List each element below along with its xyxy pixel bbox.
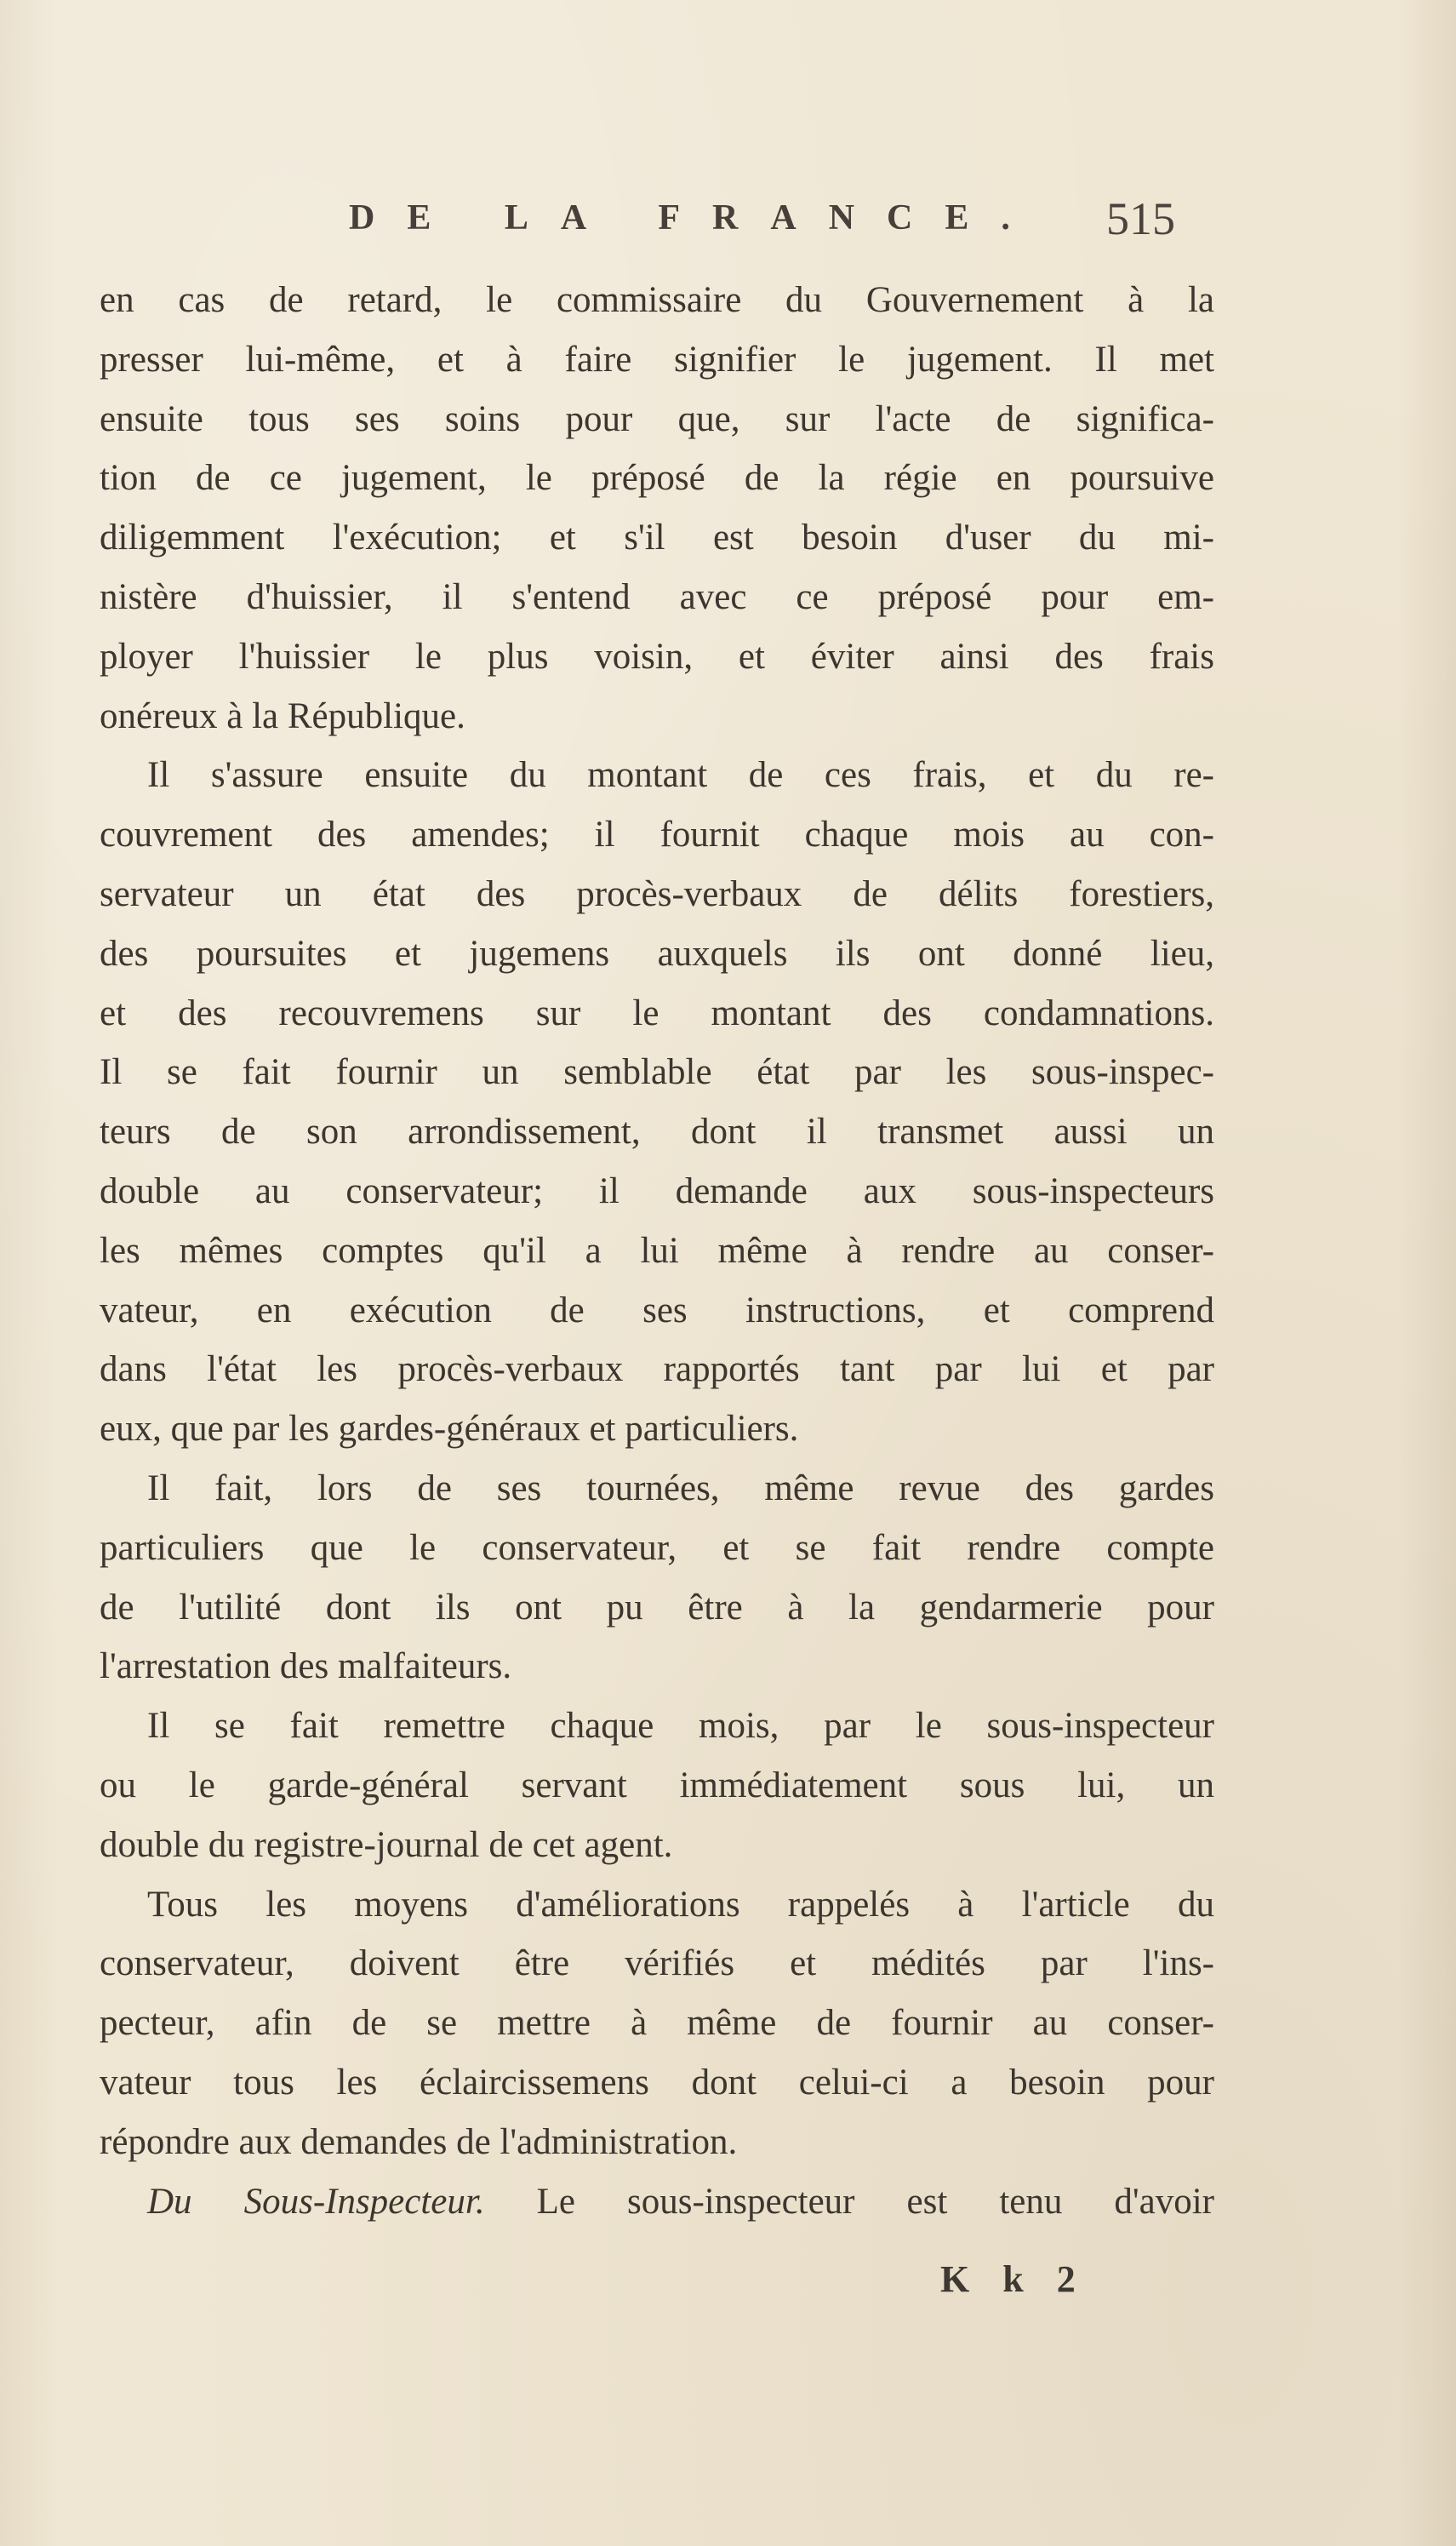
- text-line: les mêmes comptes qu'il a lui même à rendre au conser-: [100, 1230, 1214, 1271]
- text-line: diligemment l'exécution; et s'il est besoin d'user du mi-: [100, 518, 1214, 558]
- text-line: couvrement des amendes; il fournit chaque mois au con-: [100, 815, 1214, 855]
- text-line: en cas de retard, le commissaire du Gouvernement à la: [100, 280, 1214, 320]
- text-line: Il se fait fournir un semblable état par les sous-inspec-: [100, 1052, 1214, 1093]
- text-line: vateur tous les éclaircissemens dont celui-ci a besoin pour: [100, 2062, 1214, 2103]
- text-line: ensuite tous ses soins pour que, sur l'acte de significa-: [100, 398, 1214, 439]
- signature-mark: K k 2: [940, 2258, 1088, 2300]
- text-line: pecteur, afin de se mettre à même de fournir au conser-: [100, 2003, 1214, 2044]
- text-line: conservateur, doivent être vérifiés et médités par l'ins-: [100, 1943, 1214, 1984]
- text-line: servateur un état des procès-verbaux de délits forestiers,: [100, 873, 1214, 914]
- text-line: teurs de son arrondissement, dont il transmet aussi un: [100, 1112, 1214, 1153]
- text-line: des poursuites et jugemens auxquels ils ont donné lieu,: [100, 933, 1214, 974]
- text-line: nistère d'huissier, il s'entend avec ce préposé pour em-: [100, 576, 1214, 617]
- text-line: tion de ce jugement, le préposé de la régie en poursuive: [100, 458, 1214, 499]
- section-heading: Du Sous-Inspecteur.: [147, 2181, 485, 2222]
- section-text: Le sous-inspecteur est tenu d'avoir: [484, 2181, 1214, 2222]
- text-line: double au conservateur; il demande aux sous-inspecteurs: [100, 1170, 1214, 1211]
- text-line: presser lui-même, et à faire signifier le jugement. Il met: [100, 339, 1214, 380]
- text-line: répondre aux demandes de l'administration.: [100, 2121, 738, 2162]
- text-line: Tous les moyens d'améliorations rappelés à l'article du: [147, 1884, 1214, 1925]
- running-title: DE LA FRANCE.: [349, 198, 1042, 237]
- body-text: [100, 271, 1214, 2231]
- text-line: de l'utilité dont ils ont pu être à la gendarmerie pour: [100, 1587, 1214, 1628]
- text-line: Il s'assure ensuite du montant de ces frais, et du re-: [147, 755, 1214, 796]
- page-header: [0, 193, 1456, 249]
- text-line: l'arrestation des malfaiteurs.: [100, 1646, 512, 1687]
- section-heading-line: [100, 2172, 1214, 2232]
- text-line: onéreux à la République.: [100, 695, 465, 736]
- text-line: ou le garde-général servant immédiatement sous lui, un: [100, 1765, 1214, 1805]
- page-number: 515: [1106, 193, 1175, 244]
- text-line: ployer l'huissier le plus voisin, et éviter ainsi des frais: [100, 636, 1214, 677]
- text-line: Il fait, lors de ses tournées, même revue des gardes: [147, 1468, 1214, 1508]
- text-line: particuliers que le conservateur, et se fait rendre compte: [100, 1527, 1214, 1568]
- text-line: double du registre-journal de cet agent.: [100, 1824, 673, 1865]
- text-line: vateur, en exécution de ses instructions, et comprend: [100, 1290, 1214, 1330]
- text-line: dans l'état les procès-verbaux rapportés tant par lui et par: [100, 1349, 1214, 1390]
- text-line: Il se fait remettre chaque mois, par le sous-inspecteur: [147, 1706, 1214, 1747]
- text-line: et des recouvremens sur le montant des condamnations.: [100, 993, 1214, 1033]
- text-line: eux, que par les gardes-généraux et particuliers.: [100, 1409, 799, 1450]
